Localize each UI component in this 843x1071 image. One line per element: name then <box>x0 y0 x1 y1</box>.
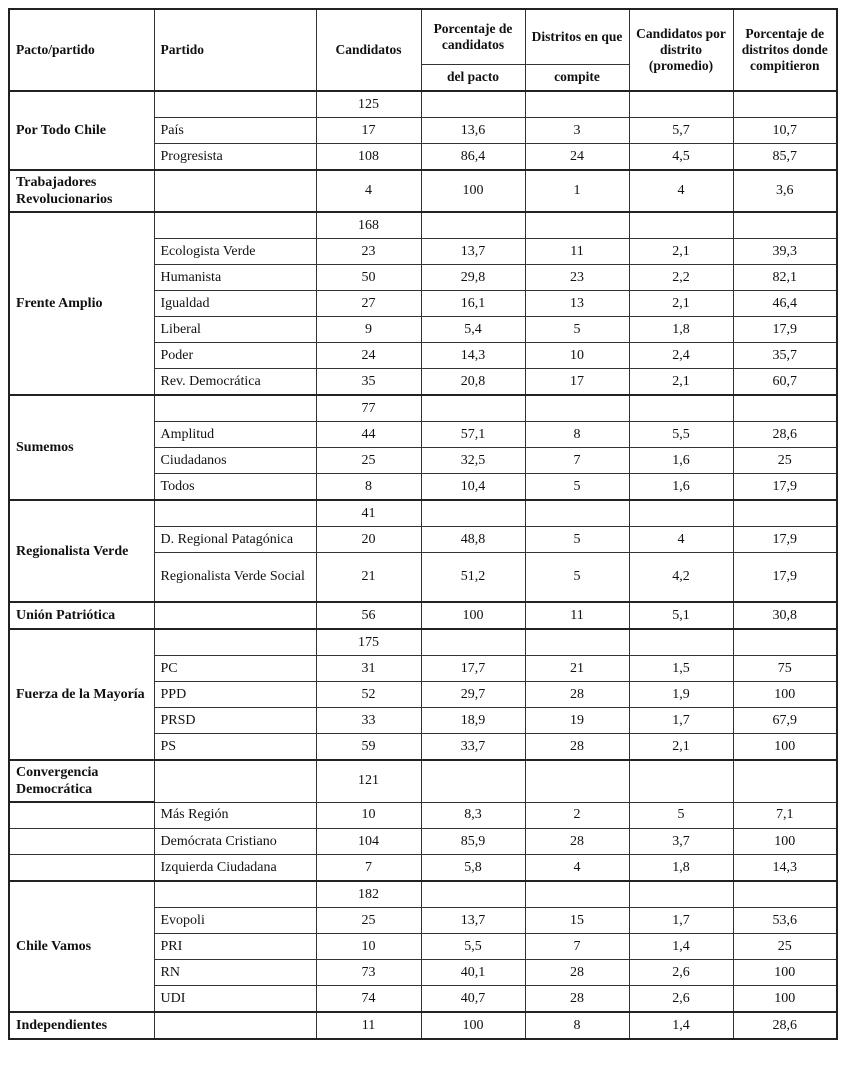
table-row <box>9 1012 837 1039</box>
cell-total: 121 <box>316 760 421 802</box>
cell-partido: Ecologista Verde <box>154 239 316 265</box>
cell-partido: Poder <box>154 343 316 369</box>
cell-partido: PRI <box>154 934 316 960</box>
group-name: Independientes <box>9 1012 154 1039</box>
header-pct-top: Porcentaje de candidatos <box>421 9 525 64</box>
group-name: Sumemos <box>9 395 154 500</box>
cell-promedio: 1,5 <box>629 656 733 682</box>
cell-empty <box>525 629 629 656</box>
cell-pct: 48,8 <box>421 527 525 553</box>
cell-partido: PRSD <box>154 708 316 734</box>
cell-candidatos: 104 <box>316 829 421 855</box>
cell-distritos: 7 <box>525 448 629 474</box>
group-total-row <box>9 500 837 527</box>
group-name: Trabajadores Revolucionarios <box>9 170 154 212</box>
cell-candidatos: 33 <box>316 708 421 734</box>
cell-pct: 13,7 <box>421 239 525 265</box>
cell-empty <box>421 212 525 239</box>
cell-pct-distritos: 100 <box>733 734 837 761</box>
table-row <box>9 802 837 829</box>
table-header <box>9 9 837 91</box>
cell-pct-distritos: 46,4 <box>733 291 837 317</box>
cell-promedio: 2,2 <box>629 265 733 291</box>
cell-partido <box>154 91 316 118</box>
cell-pct-distritos: 28,6 <box>733 422 837 448</box>
cell-pct: 13,7 <box>421 908 525 934</box>
cell-total: 182 <box>316 881 421 908</box>
cell-empty <box>629 91 733 118</box>
cell-partido: PPD <box>154 682 316 708</box>
cell-partido: RN <box>154 960 316 986</box>
cell-empty <box>525 881 629 908</box>
cell-candidatos: 25 <box>316 908 421 934</box>
cell-distritos: 2 <box>525 802 629 829</box>
cell-promedio: 4 <box>629 527 733 553</box>
cell-total: 125 <box>316 91 421 118</box>
cell-empty <box>733 629 837 656</box>
cell-candidatos: 24 <box>316 343 421 369</box>
cell-candidatos: 10 <box>316 802 421 829</box>
cell-distritos: 17 <box>525 369 629 396</box>
cell-pct: 57,1 <box>421 422 525 448</box>
cell-promedio: 2,1 <box>629 734 733 761</box>
cell-empty <box>421 91 525 118</box>
cell-pct: 32,5 <box>421 448 525 474</box>
cell-empty <box>525 91 629 118</box>
cell-pct-distritos: 17,9 <box>733 553 837 603</box>
cell-partido <box>154 170 316 212</box>
cell-total: 168 <box>316 212 421 239</box>
cell-promedio: 1,7 <box>629 708 733 734</box>
cell-pct: 18,9 <box>421 708 525 734</box>
cell-promedio: 2,6 <box>629 960 733 986</box>
cell-empty <box>629 212 733 239</box>
cell-pct-distritos: 35,7 <box>733 343 837 369</box>
group-name: Convergencia Democrática <box>9 760 154 802</box>
cell-distritos: 15 <box>525 908 629 934</box>
cell-promedio: 2,6 <box>629 986 733 1013</box>
cell-candidatos: 56 <box>316 602 421 629</box>
cell-pct-distritos: 7,1 <box>733 802 837 829</box>
cell-pct: 85,9 <box>421 829 525 855</box>
cell-candidatos: 23 <box>316 239 421 265</box>
candidates-table <box>8 8 838 1040</box>
cell-pct-distritos: 82,1 <box>733 265 837 291</box>
cell-candidatos: 74 <box>316 986 421 1013</box>
cell-promedio: 2,1 <box>629 239 733 265</box>
cell-pct-distritos: 14,3 <box>733 855 837 882</box>
cell-partido: Todos <box>154 474 316 501</box>
cell-distritos: 5 <box>525 474 629 501</box>
cell-promedio: 1,4 <box>629 1012 733 1039</box>
cell-distritos: 5 <box>525 553 629 603</box>
cell-promedio: 5,1 <box>629 602 733 629</box>
group-total-row <box>9 212 837 239</box>
cell-pct: 100 <box>421 170 525 212</box>
cell-pct: 86,4 <box>421 144 525 171</box>
cell-pct: 13,6 <box>421 118 525 144</box>
cell-empty <box>421 500 525 527</box>
group-name: Fuerza de la Mayoría <box>9 629 154 760</box>
cell-promedio: 4,2 <box>629 553 733 603</box>
cell-pct: 33,7 <box>421 734 525 761</box>
cell-promedio: 2,1 <box>629 291 733 317</box>
cell-pct-distritos: 17,9 <box>733 474 837 501</box>
cell-promedio: 1,6 <box>629 474 733 501</box>
table-row <box>9 170 837 212</box>
cell-partido: Rev. Democrática <box>154 369 316 396</box>
cell-partido: PS <box>154 734 316 761</box>
cell-empty <box>525 212 629 239</box>
cell-promedio: 5,7 <box>629 118 733 144</box>
cell-partido <box>154 602 316 629</box>
cell-pct-distritos: 75 <box>733 656 837 682</box>
cell-empty <box>733 881 837 908</box>
cell-partido: Amplitud <box>154 422 316 448</box>
cell-pct-distritos: 17,9 <box>733 527 837 553</box>
cell-empty <box>629 500 733 527</box>
cell-pct-distritos: 25 <box>733 934 837 960</box>
cell-distritos: 23 <box>525 265 629 291</box>
cell-distritos: 28 <box>525 829 629 855</box>
cell-pct-distritos: 100 <box>733 682 837 708</box>
group-name: Chile Vamos <box>9 881 154 1012</box>
cell-candidatos: 7 <box>316 855 421 882</box>
cell-partido: Liberal <box>154 317 316 343</box>
cell-partido <box>154 212 316 239</box>
cell-pct-distritos: 25 <box>733 448 837 474</box>
cell-pct: 100 <box>421 602 525 629</box>
cell-partido: Izquierda Ciudadana <box>154 855 316 882</box>
cell-pct-distritos: 28,6 <box>733 1012 837 1039</box>
cell-empty <box>733 500 837 527</box>
cell-empty <box>525 760 629 802</box>
cell-distritos: 7 <box>525 934 629 960</box>
cell-pct-distritos: 60,7 <box>733 369 837 396</box>
cell-pct: 100 <box>421 1012 525 1039</box>
table-row <box>9 829 837 855</box>
cell-candidatos: 4 <box>316 170 421 212</box>
cell-pct: 10,4 <box>421 474 525 501</box>
cell-candidatos: 73 <box>316 960 421 986</box>
cell-partido: PC <box>154 656 316 682</box>
table-row <box>9 855 837 882</box>
header-candidatos: Candidatos <box>316 9 421 91</box>
cell-empty <box>629 629 733 656</box>
group-name-empty <box>9 829 154 855</box>
cell-promedio: 1,8 <box>629 855 733 882</box>
group-total-row <box>9 91 837 118</box>
cell-distritos: 11 <box>525 239 629 265</box>
table-row <box>9 602 837 629</box>
header-distritos-top: Distritos en que <box>525 9 629 64</box>
cell-partido: País <box>154 118 316 144</box>
cell-candidatos: 8 <box>316 474 421 501</box>
cell-partido <box>154 500 316 527</box>
cell-partido: D. Regional Patagónica <box>154 527 316 553</box>
cell-partido <box>154 629 316 656</box>
group-name: Por Todo Chile <box>9 91 154 170</box>
cell-distritos: 10 <box>525 343 629 369</box>
cell-pct: 5,5 <box>421 934 525 960</box>
cell-empty <box>421 881 525 908</box>
cell-pct: 16,1 <box>421 291 525 317</box>
cell-pct-distritos: 67,9 <box>733 708 837 734</box>
group-total-row <box>9 881 837 908</box>
cell-pct-distritos: 100 <box>733 986 837 1013</box>
cell-promedio: 1,8 <box>629 317 733 343</box>
cell-distritos: 8 <box>525 422 629 448</box>
group-name: Frente Amplio <box>9 212 154 395</box>
cell-pct: 29,7 <box>421 682 525 708</box>
cell-promedio: 2,1 <box>629 369 733 396</box>
cell-pct: 5,4 <box>421 317 525 343</box>
cell-pct-distritos: 17,9 <box>733 317 837 343</box>
cell-candidatos: 10 <box>316 934 421 960</box>
header-distritos-bottom: compite <box>525 64 629 91</box>
cell-distritos: 3 <box>525 118 629 144</box>
cell-pct: 40,7 <box>421 986 525 1013</box>
cell-promedio: 1,7 <box>629 908 733 934</box>
cell-empty <box>421 629 525 656</box>
cell-total: 41 <box>316 500 421 527</box>
cell-total: 77 <box>316 395 421 422</box>
cell-partido: Humanista <box>154 265 316 291</box>
cell-promedio: 4 <box>629 170 733 212</box>
header-partido: Partido <box>154 9 316 91</box>
cell-empty <box>629 881 733 908</box>
cell-distritos: 21 <box>525 656 629 682</box>
cell-candidatos: 50 <box>316 265 421 291</box>
cell-empty <box>733 760 837 802</box>
group-name: Unión Patriótica <box>9 602 154 629</box>
group-name-empty <box>9 802 154 829</box>
cell-distritos: 5 <box>525 527 629 553</box>
cell-partido <box>154 395 316 422</box>
cell-candidatos: 25 <box>316 448 421 474</box>
cell-promedio: 3,7 <box>629 829 733 855</box>
cell-distritos: 5 <box>525 317 629 343</box>
cell-candidatos: 52 <box>316 682 421 708</box>
cell-empty <box>421 395 525 422</box>
cell-pct-distritos: 39,3 <box>733 239 837 265</box>
cell-partido: UDI <box>154 986 316 1013</box>
cell-partido: Regionalista Verde Social <box>154 553 316 603</box>
group-total-row <box>9 629 837 656</box>
cell-candidatos: 27 <box>316 291 421 317</box>
cell-partido <box>154 881 316 908</box>
cell-pct: 29,8 <box>421 265 525 291</box>
cell-pct-distritos: 100 <box>733 960 837 986</box>
cell-empty <box>733 91 837 118</box>
cell-empty <box>733 212 837 239</box>
cell-partido: Más Región <box>154 802 316 829</box>
cell-pct-distritos: 53,6 <box>733 908 837 934</box>
group-total-row <box>9 395 837 422</box>
cell-partido: Ciudadanos <box>154 448 316 474</box>
cell-distritos: 24 <box>525 144 629 171</box>
cell-promedio: 2,4 <box>629 343 733 369</box>
cell-pct-distritos: 10,7 <box>733 118 837 144</box>
header-pct-distritos: Porcentaje de distritos donde compitieron <box>733 9 837 91</box>
cell-promedio: 1,9 <box>629 682 733 708</box>
cell-empty <box>525 500 629 527</box>
cell-partido <box>154 760 316 802</box>
cell-pct-distritos: 100 <box>733 829 837 855</box>
cell-candidatos: 9 <box>316 317 421 343</box>
cell-total: 175 <box>316 629 421 656</box>
cell-empty <box>421 760 525 802</box>
cell-empty <box>525 395 629 422</box>
cell-pct: 8,3 <box>421 802 525 829</box>
cell-promedio: 4,5 <box>629 144 733 171</box>
cell-distritos: 1 <box>525 170 629 212</box>
cell-candidatos: 31 <box>316 656 421 682</box>
cell-empty <box>733 395 837 422</box>
group-total-row <box>9 760 837 802</box>
group-name-empty <box>9 855 154 882</box>
header-promedio: Candidatos por distrito (promedio) <box>629 9 733 91</box>
cell-promedio: 5 <box>629 802 733 829</box>
cell-distritos: 28 <box>525 986 629 1013</box>
cell-distritos: 4 <box>525 855 629 882</box>
cell-candidatos: 35 <box>316 369 421 396</box>
cell-pct-distritos: 85,7 <box>733 144 837 171</box>
cell-candidatos: 17 <box>316 118 421 144</box>
cell-distritos: 28 <box>525 682 629 708</box>
cell-pct: 14,3 <box>421 343 525 369</box>
header-pct-bottom: del pacto <box>421 64 525 91</box>
cell-partido: Demócrata Cristiano <box>154 829 316 855</box>
cell-candidatos: 11 <box>316 1012 421 1039</box>
cell-pct: 17,7 <box>421 656 525 682</box>
cell-partido: Progresista <box>154 144 316 171</box>
cell-promedio: 1,6 <box>629 448 733 474</box>
cell-partido: Evopoli <box>154 908 316 934</box>
cell-pct: 51,2 <box>421 553 525 603</box>
cell-pct-distritos: 3,6 <box>733 170 837 212</box>
cell-distritos: 19 <box>525 708 629 734</box>
cell-distritos: 28 <box>525 960 629 986</box>
header-pacto: Pacto/partido <box>9 9 154 91</box>
cell-empty <box>629 760 733 802</box>
cell-empty <box>629 395 733 422</box>
cell-candidatos: 44 <box>316 422 421 448</box>
cell-candidatos: 21 <box>316 553 421 603</box>
cell-distritos: 13 <box>525 291 629 317</box>
cell-pct: 5,8 <box>421 855 525 882</box>
group-name: Regionalista Verde <box>9 500 154 602</box>
cell-distritos: 8 <box>525 1012 629 1039</box>
cell-candidatos: 59 <box>316 734 421 761</box>
cell-promedio: 1,4 <box>629 934 733 960</box>
cell-distritos: 11 <box>525 602 629 629</box>
cell-pct: 40,1 <box>421 960 525 986</box>
cell-partido <box>154 1012 316 1039</box>
cell-pct-distritos: 30,8 <box>733 602 837 629</box>
cell-promedio: 5,5 <box>629 422 733 448</box>
cell-candidatos: 108 <box>316 144 421 171</box>
cell-distritos: 28 <box>525 734 629 761</box>
cell-partido: Igualdad <box>154 291 316 317</box>
cell-pct: 20,8 <box>421 369 525 396</box>
table-body <box>9 91 837 1039</box>
cell-candidatos: 20 <box>316 527 421 553</box>
